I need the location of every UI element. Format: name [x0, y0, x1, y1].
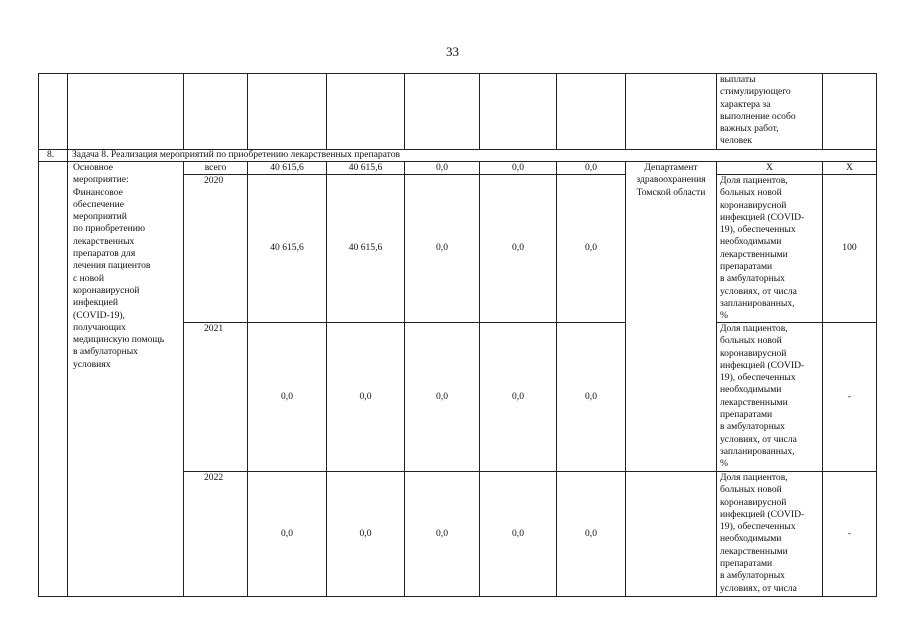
total-value: 0,0 [512, 162, 524, 173]
measure-name: Основное мероприятие: Финансовое обеспечение мероприятий по приобретению лекарственных препаратов для лечения пациентов с новой коронавирусной инфекцией (COVID-19), получающих медицинскую помощь в амбулаторных условиях [73, 162, 165, 370]
col-divider [716, 161, 717, 596]
year-value: 0,0 [281, 528, 293, 539]
year-value: 0,0 [359, 528, 372, 539]
col-divider [479, 73, 480, 149]
col-divider [183, 73, 184, 149]
col-divider [822, 73, 823, 149]
executor-name: Департамент здравоохранения Томской области [636, 162, 706, 198]
year-value: 40 615,6 [348, 242, 383, 253]
page-number: 33 [446, 44, 459, 59]
total-value: 40 615,6 [270, 162, 304, 173]
year-label: 2022 [204, 472, 224, 483]
col-divider [404, 73, 405, 149]
col-divider [876, 73, 877, 149]
col-divider [556, 73, 557, 149]
col-divider [67, 161, 68, 596]
total-value: 40 615,6 [348, 162, 383, 173]
year-value: 0,0 [585, 391, 597, 402]
col-divider [67, 73, 68, 149]
col-divider [38, 149, 39, 161]
year-value: 0,0 [281, 391, 293, 402]
year-value: 0,0 [512, 242, 524, 253]
year-value: 0,0 [512, 528, 524, 539]
indicator-text: Доля пациентов, больных новой коронавирусной инфекцией (COVID- 19), обеспеченных необходимыми лекарственными препаратами в амбулаторных условиях, от числа запланированных, % [720, 323, 805, 470]
year-label: 2021 [204, 323, 224, 334]
year-value: 0,0 [585, 528, 597, 539]
total-indicator: X [766, 162, 773, 173]
indicator-text: Доля пациентов, больных новой коронавирусной инфекцией (COVID- 19), обеспеченных необходимыми лекарственными препаратами в амбулаторных условиях, от числа [720, 472, 805, 594]
target-value: 100 [842, 242, 857, 253]
col-divider [247, 73, 248, 149]
task-number: 8. [47, 149, 55, 160]
indicator-text: Доля пациентов, больных новой коронавирусной инфекцией (COVID- 19), обеспеченных необходимыми лекарственными препаратами в амбулаторных условиях, от числа запланированных, % [720, 175, 805, 322]
indicator-text: выплаты стимулирующего характера за выполнение особо важных работ, человек [720, 74, 796, 147]
col-divider [38, 73, 39, 149]
year-value: 0,0 [359, 391, 372, 402]
col-divider [67, 149, 68, 161]
year-value: 0,0 [436, 528, 448, 539]
task-title: Задача 8. Реализация мероприятий по приобретению лекарственных препаратов [72, 149, 401, 160]
table-border-bottom [38, 596, 877, 597]
year-value: 0,0 [436, 242, 448, 253]
total-value: 0,0 [585, 162, 597, 173]
year-value: 0,0 [512, 391, 524, 402]
total-label: всего [204, 162, 227, 173]
col-divider [876, 149, 877, 161]
col-divider [326, 73, 327, 149]
col-divider [876, 161, 877, 596]
col-divider [625, 73, 626, 149]
col-divider [716, 73, 717, 149]
col-divider [625, 161, 626, 596]
year-label: 2020 [204, 175, 224, 186]
target-value: - [847, 528, 852, 539]
year-value: 40 615,6 [270, 242, 304, 253]
col-divider [38, 161, 39, 596]
year-value: 0,0 [436, 391, 448, 402]
total-value: 0,0 [436, 162, 448, 173]
total-target: X [846, 162, 853, 173]
target-value: - [847, 391, 852, 402]
col-divider [183, 161, 184, 596]
year-value: 0,0 [585, 242, 597, 253]
